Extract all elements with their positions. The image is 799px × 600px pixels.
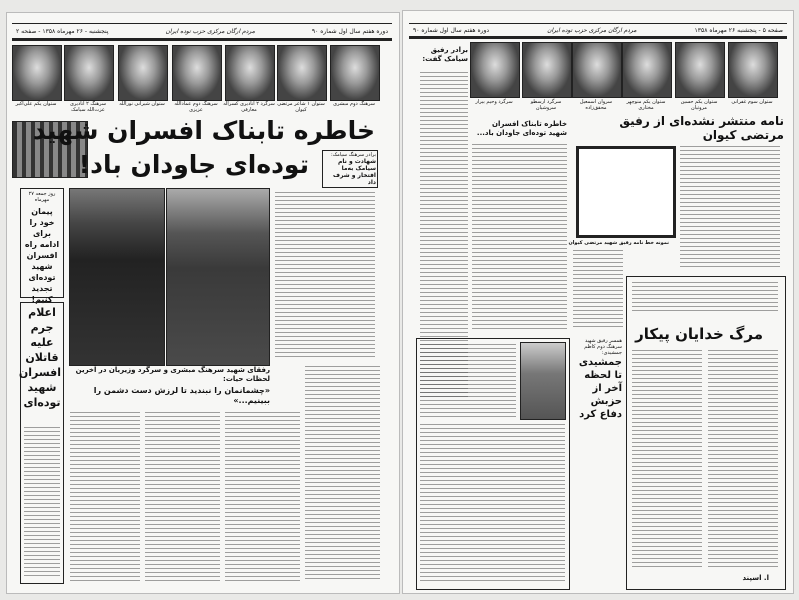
- portrait-caption: سرهنگ دوم مبشری: [333, 101, 375, 107]
- officer-portrait: [172, 45, 222, 101]
- issue-info: دوره هفتم سال اول شماره ۹۰: [311, 27, 388, 35]
- officer-portrait: [330, 45, 380, 101]
- article-column: [225, 412, 300, 582]
- article-column: [680, 146, 780, 270]
- portrait-caption: سرگرد ۲ انادیری کسراله معارفی: [223, 101, 275, 113]
- article-column: [305, 366, 380, 582]
- photo-mobasheri: [69, 188, 165, 366]
- officer-portrait: [277, 45, 327, 101]
- article-column: [70, 412, 140, 582]
- article-column: [420, 424, 565, 584]
- article-column: [573, 250, 623, 330]
- portrait-caption: ستوان شیرانی نورالله: [119, 101, 165, 107]
- handwritten-letter-image: [576, 146, 676, 238]
- sidebar-pledge: [20, 188, 64, 304]
- article-column: [472, 144, 567, 330]
- sidebar-indictment: [20, 302, 64, 584]
- jamshidi-portrait: [520, 342, 566, 420]
- article-column: [632, 282, 778, 314]
- photo-caption-2: «چشمانمان را نبندید تا لرزش دست دشمن را ببینیم...»: [93, 386, 270, 405]
- date-info: پنجشنبه - ۲۶ مهرماه ۱۳۵۸ - صفحه ۲: [16, 27, 109, 35]
- right-page-header: [409, 23, 787, 39]
- left-column-title: برادر رفیق سیامک گفت:: [422, 46, 468, 63]
- article-column: [632, 350, 702, 568]
- officer-portrait: [572, 42, 622, 98]
- article-column: [420, 344, 516, 419]
- side-quote-text: شهادت و نام سیامک به‌ما افتخار و شرف داد: [333, 158, 376, 186]
- portrait-caption: ستوان یکم حسین مروتیان: [680, 99, 718, 111]
- side-quote-box: [322, 150, 378, 188]
- officer-portrait: [12, 45, 62, 101]
- portrait-caption: ستوان ۱ شاعر مرتضی کیوان: [277, 101, 325, 113]
- officer-portrait: [118, 45, 168, 101]
- officer-portrait: [470, 42, 520, 98]
- keyvan-letter-headline: نامه منتشر نشده‌ای از رفیق مرتضی کیوان: [619, 114, 784, 142]
- officer-portrait: [728, 42, 778, 98]
- sidebar-text: [24, 427, 60, 579]
- date-info: صفحه ۵ - پنجشنبه ۲۶ مهرماه ۱۳۵۸: [694, 26, 783, 34]
- left-page-header: [12, 23, 392, 41]
- main-headline-line-2: توده‌ای جاودان باد!: [78, 150, 309, 179]
- sidebar-pledge-intro: روز جمعه ۲۷ مهرماه: [28, 191, 56, 203]
- officer-portrait: [622, 42, 672, 98]
- jamshidi-intro: همسر رفیق شهید سرهنگ دوم کاظم جمشیدی:: [584, 338, 622, 356]
- letter-caption: نمونه خط نامه رفیق شهید مرتضی کیوان: [568, 240, 669, 246]
- officer-portrait: [64, 45, 114, 101]
- sub-headline: خاطره تابناک افسران شهید توده‌ای جاودان باد...: [476, 120, 567, 137]
- portrait-caption: ستوان یکم علی‌اکبر: [15, 101, 57, 107]
- masthead: مردم ارگان مرکزی حزب توده ایران: [547, 26, 637, 34]
- masthead: مردم ارگان مرکزی حزب توده ایران: [165, 27, 255, 35]
- jamshidi-title: جمشیدی تا لحظه آخر از حزبش دفاع کرد: [578, 357, 622, 420]
- photo-vaziryan: [166, 188, 270, 366]
- article-column: [275, 192, 375, 360]
- sidebar-indictment-title: اعلام جرم علیه قاتلان افسران شهید توده‌ای: [18, 306, 61, 409]
- officer-portrait: [522, 42, 572, 98]
- issue-info: دوره هفتم سال اول شماره ۹۰: [413, 26, 490, 34]
- obituary-headline: مرگ خدایان پیکار: [635, 325, 763, 343]
- sidebar-pledge-title: پیمان خود را برای ادامه راه افسران شهید توده‌ای تجدید کنیم!: [24, 207, 60, 304]
- article-column: [145, 412, 220, 582]
- portrait-caption: سروان اسمعیل محقق‌زاده: [579, 99, 613, 111]
- article-column: [708, 350, 778, 568]
- officer-portrait: [225, 45, 275, 101]
- portrait-caption: ستوان سوم غفرانی: [731, 99, 773, 105]
- portrait-caption: سرهنگ دوم عمادالله عزیزی: [174, 101, 218, 113]
- portrait-caption: ستوان یکم منوچهر مختاری: [626, 99, 666, 111]
- photo-caption-1: رفقای شهید سرهنگ مبشری و سرگرد وزیریان در آخرین لحظات حیات:: [75, 366, 270, 383]
- portrait-caption: سرهنگ ۲ انادیری عزت‌الله سیامک: [69, 101, 107, 113]
- main-headline-line-1: خاطره تابناک افسران شهید: [32, 116, 375, 145]
- portrait-caption: سرگرد وحیم بیرار: [475, 99, 513, 105]
- jamshidi-headline: [568, 338, 622, 421]
- portrait-caption: سرگرد ارسطو سروشیان: [530, 99, 562, 111]
- side-quote-title: برادر سرهنگ سیامک:: [331, 152, 376, 158]
- signature: ا. اسپند: [742, 574, 769, 582]
- officer-portrait: [675, 42, 725, 98]
